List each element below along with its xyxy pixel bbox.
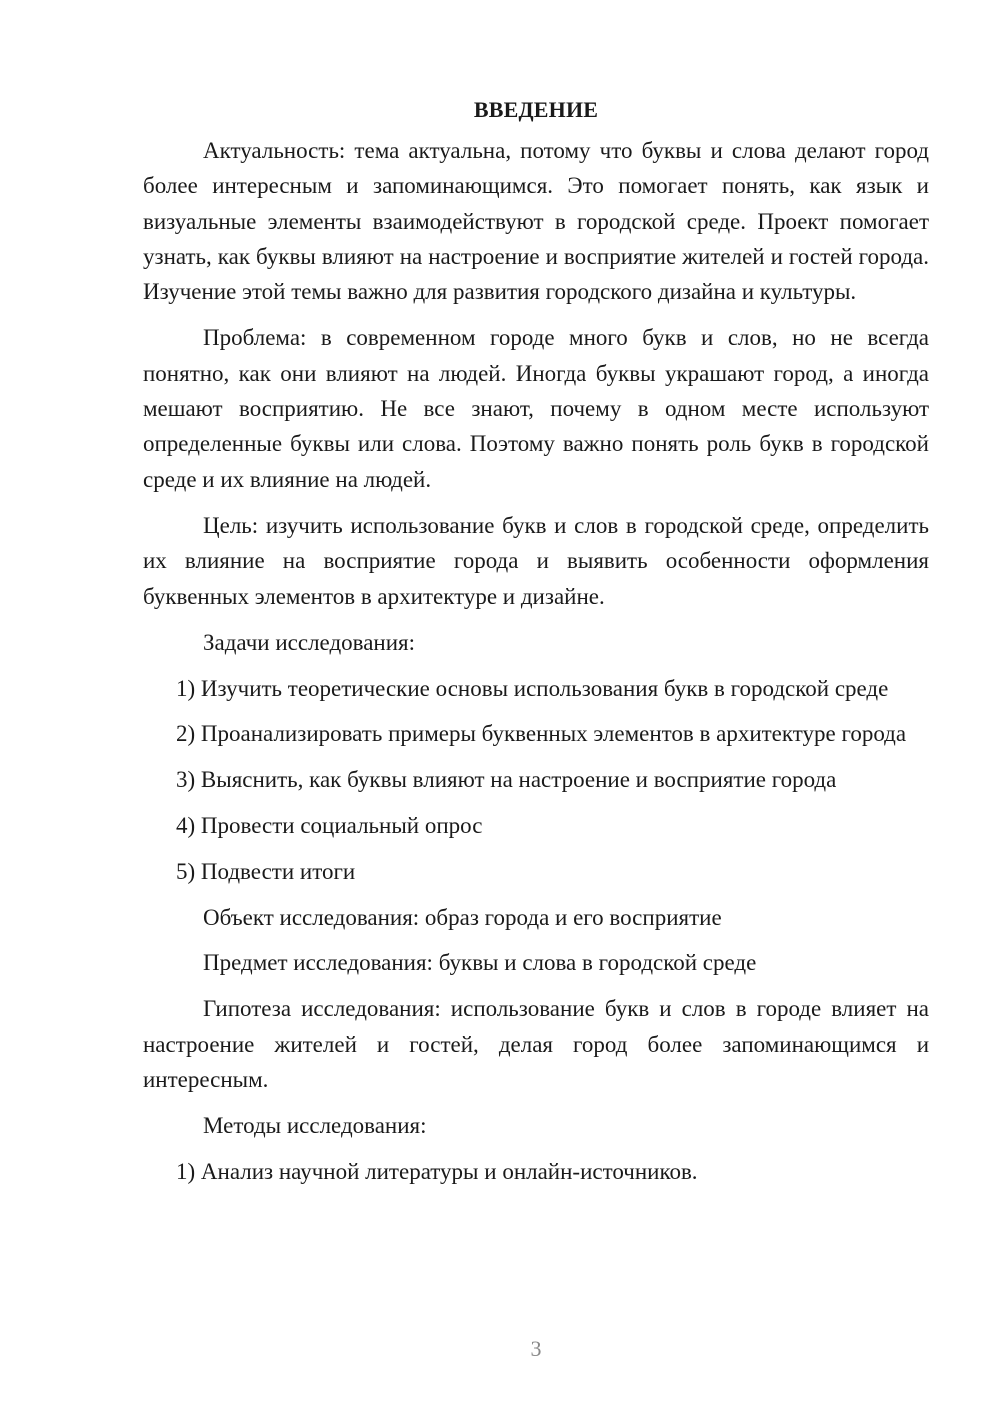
object-line: Объект исследования: образ города и его восприятие (203, 904, 722, 930)
methods-title: Методы исследования: (203, 1113, 427, 1139)
hypothesis-paragraph: Гипотеза исследования: использование букв и слов в городе влияет на настроение жителей и гостей, делая город более запоминающимся и интересным. (143, 996, 929, 1092)
method-item-1: 1) Анализ научной литературы и онлайн-источников. (176, 1158, 698, 1184)
goal-paragraph: Цель: изучить использование букв и слов в городской среде, определить их влияние на восприятие города и выявить особенности оформления буквенных элементов в архитектуре и дизайне. (143, 512, 929, 609)
task-item-1: 1) Изучить теоретические основы использования букв в городской среде (176, 675, 889, 701)
task-item-4: 4) Провести социальный опрос (176, 813, 483, 839)
subject-line: Предмет исследования: буквы и слова в городской среде (203, 950, 757, 976)
task-item-2: 2) Проанализировать примеры буквенных элементов в архитектуре города (176, 721, 907, 747)
page-content (143, 95, 929, 1200)
tasks-title: Задачи исследования: (203, 629, 416, 655)
page-number: 3 (530, 1336, 542, 1361)
problem-paragraph: Проблема: в современном городе много букв и слов, но не всегда понятно, как они влияют на людей. Иногда буквы украшают город, а иногда мешают восприятию. Не все знают, почему в одном месте используют определенные буквы или слова. Поэтому важно понять роль букв в городской среде и их влияние на людей. (143, 325, 929, 492)
task-item-5: 5) Подвести итоги (176, 858, 356, 884)
task-item-3: 3) Выяснить, как буквы влияют на настроение и восприятие города (176, 767, 837, 793)
relevance-paragraph: Актуальность: тема актуальна, потому что буквы и слова делают город более интересным и запоминающимся. Это помогает понять, как язык и визуальные элементы взаимодействуют в городской среде. Проект помогает узнать, как буквы влияют на настроение и восприятие жителей и гостей города. Изучение этой темы важно для развития городского дизайна и культуры. (143, 138, 929, 305)
page-heading: ВВЕДЕНИЕ (473, 97, 599, 122)
